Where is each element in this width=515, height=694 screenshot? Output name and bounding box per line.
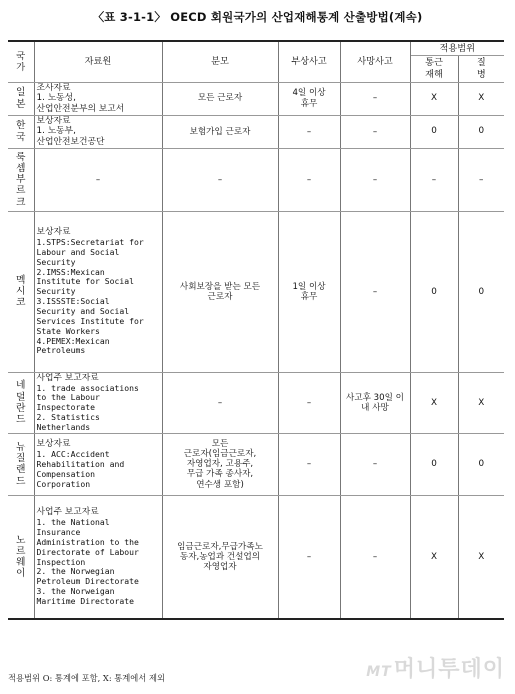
disease-cell: 0: [458, 211, 504, 372]
disease-cell: X: [458, 82, 504, 115]
header-commute: 통근 재해: [410, 55, 458, 82]
commute-cell: –: [410, 148, 458, 211]
death-cell: –: [340, 82, 410, 115]
disease-cell: X: [458, 372, 504, 433]
denominator-cell: 모든 근로자: [162, 82, 278, 115]
header-death: 사망사고: [340, 41, 410, 82]
statistics-table: [8, 40, 504, 620]
denominator-cell: –: [162, 372, 278, 433]
disease-cell: 0: [458, 115, 504, 148]
footnote: 적용범위 O: 통계에 포함, X: 통계에서 제외: [8, 673, 165, 683]
source-cell: 조사자료 1. 노동성, 산업안전분부의 보고서: [34, 82, 162, 115]
table-row: [8, 495, 504, 619]
injury-cell: –: [278, 148, 340, 211]
country-cell: 룩 셈 부 르 크: [8, 148, 34, 211]
source-cell: 보상자료 1.STPS:Secretariat for Labour and Social Security 2.IMSS:Mexican Institute for Social Security 3.ISSSTE:Social Security and Social Services Institute for State Workers 4.PEMEX:Mexican Petroleums: [34, 211, 162, 372]
header-disease: 질 병: [458, 55, 504, 82]
denominator-cell: –: [162, 148, 278, 211]
table-row: [8, 115, 504, 148]
source-cell: 사업주 보고자료 1. trade associations to the Labour Inspectorate 2. Statistics Netherlands: [34, 372, 162, 433]
country-cell: 한 국: [8, 115, 34, 148]
watermark-logo: MT머니투데이: [366, 657, 505, 682]
header-source: 자료원: [34, 41, 162, 82]
injury-cell: –: [278, 495, 340, 619]
commute-cell: X: [410, 495, 458, 619]
disease-cell: X: [458, 495, 504, 619]
commute-cell: 0: [410, 211, 458, 372]
country-cell: 노 르 웨 이: [8, 495, 34, 619]
injury-cell: –: [278, 115, 340, 148]
death-cell: –: [340, 115, 410, 148]
table-title: 〈표 3-1-1〉 OECD 회원국가의 산업재해통계 산출방법(계속): [92, 10, 423, 24]
death-cell: 사고후 30일 이내 사망: [340, 372, 410, 433]
disease-cell: 0: [458, 433, 504, 495]
death-cell: –: [340, 211, 410, 372]
death-cell: –: [340, 148, 410, 211]
death-cell: –: [340, 433, 410, 495]
death-cell: –: [340, 495, 410, 619]
source-cell: 보상자료 1. 노동부, 산업안전보건공단: [34, 115, 162, 148]
source-cell: 사업주 보고자료 1. the National Insurance Administration to the Directorate of Labour Inspection 2. the Norwegian Petroleum Directorate 3. the Norweigan Maritime Directorate: [34, 495, 162, 619]
commute-cell: 0: [410, 115, 458, 148]
source-cell: 보상자료 1. ACC:Accident Rehabilitation and Compensation Corporation: [34, 433, 162, 495]
denominator-cell: 사회보장을 받는 모든 근로자: [162, 211, 278, 372]
table-row: [8, 372, 504, 433]
table-row: [8, 82, 504, 115]
header-scope: 적용범위: [410, 41, 504, 55]
country-cell: 뉴 질 랜 드: [8, 433, 34, 495]
table-row: [8, 148, 504, 211]
header-injury: 부상사고: [278, 41, 340, 82]
denominator-cell: 임금근로자,무급가족노 동자,농업과 건설업의 자영업자: [162, 495, 278, 619]
injury-cell: 1일 이상 휴무: [278, 211, 340, 372]
header-denominator: 분모: [162, 41, 278, 82]
denominator-cell: 모든 근로자(임금근로자, 자영업자, 고용주, 무급 가족 종사자, 연수생 포함): [162, 433, 278, 495]
source-cell: –: [34, 148, 162, 211]
country-cell: 멕 시 코: [8, 211, 34, 372]
commute-cell: X: [410, 82, 458, 115]
injury-cell: –: [278, 433, 340, 495]
injury-cell: –: [278, 372, 340, 433]
disease-cell: –: [458, 148, 504, 211]
injury-cell: 4일 이상 휴무: [278, 82, 340, 115]
header-country: 국 가: [8, 41, 34, 82]
commute-cell: X: [410, 372, 458, 433]
denominator-cell: 보험가입 근로자: [162, 115, 278, 148]
country-cell: 네 덜 란 드: [8, 372, 34, 433]
country-cell: 일 본: [8, 82, 34, 115]
table-row: [8, 211, 504, 372]
table-row: [8, 433, 504, 495]
commute-cell: 0: [410, 433, 458, 495]
